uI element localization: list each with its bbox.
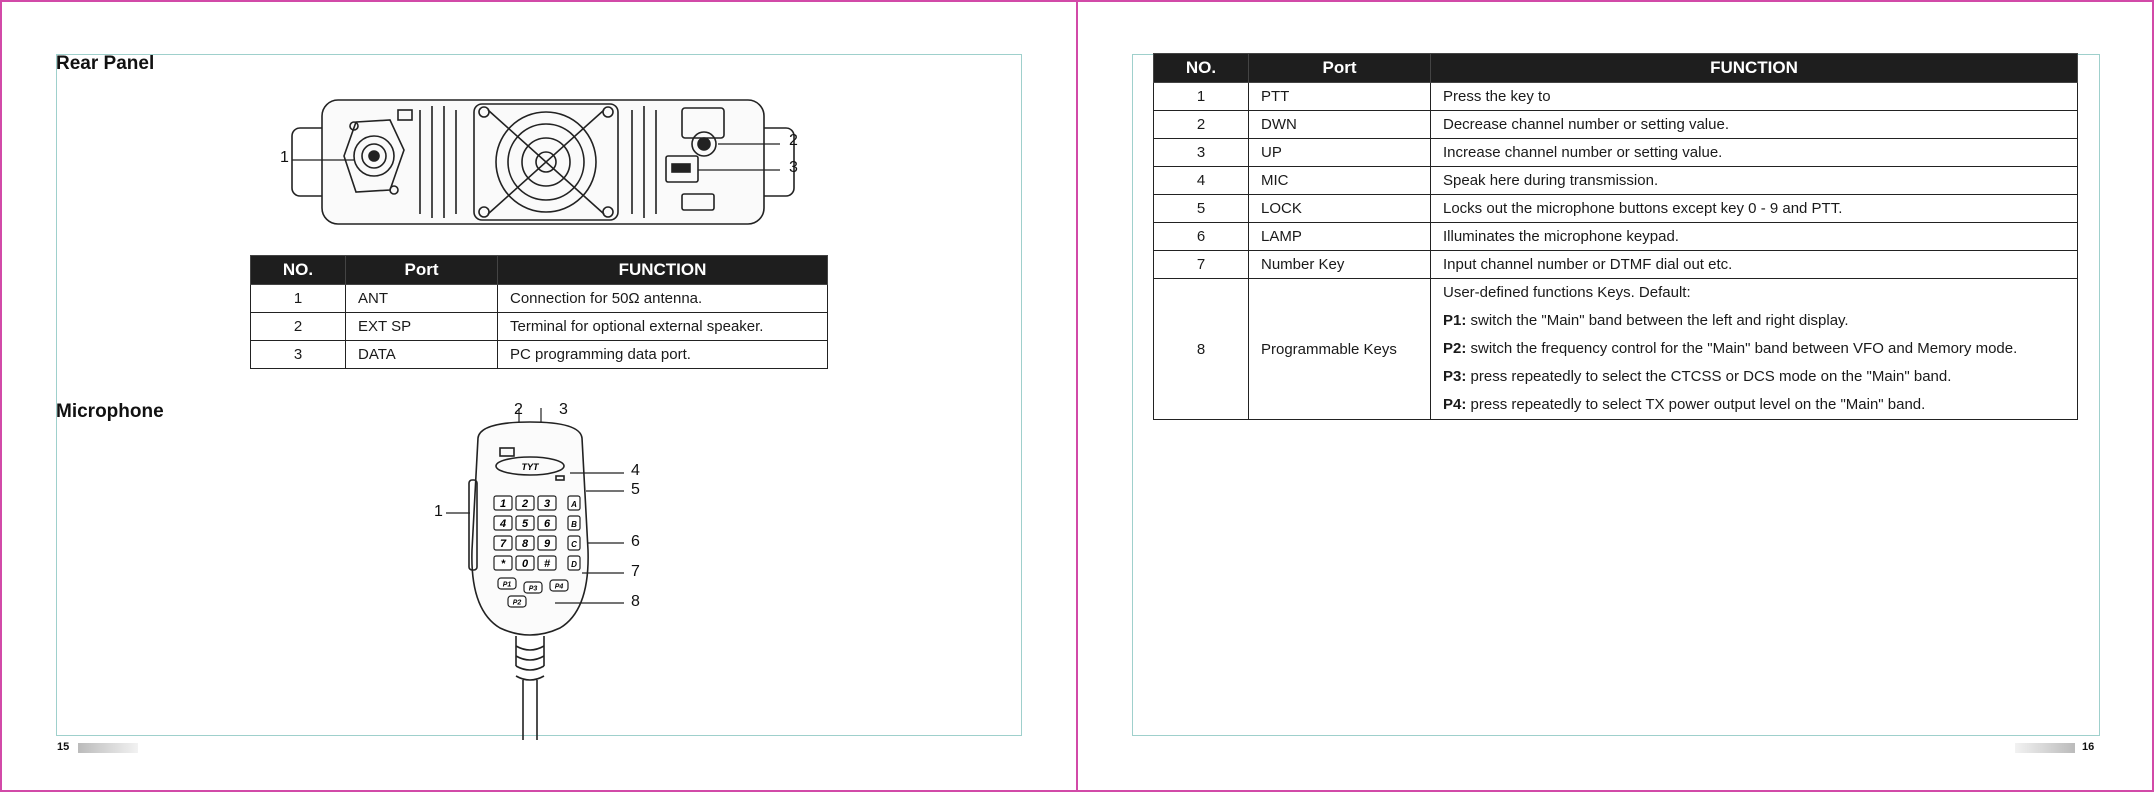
mic-prog-key (498, 578, 516, 589)
svg-text:P1: P1 (502, 581, 512, 589)
mic-key (494, 536, 512, 550)
header-function: FUNCTION (1431, 54, 2078, 83)
cell-function: Increase channel number or setting value. (1431, 139, 2078, 167)
table-row (1154, 223, 2078, 251)
mic-key (516, 536, 534, 550)
svg-text:P3: P3 (528, 585, 538, 593)
microphone-title: Microphone (56, 401, 164, 422)
page-number-bar-left (78, 743, 138, 753)
cell-function: Illuminates the microphone keypad. (1431, 223, 2078, 251)
rear-panel-illustration (270, 92, 820, 232)
mic-callout-6: 6 (631, 533, 640, 550)
svg-text:2: 2 (521, 498, 529, 510)
svg-text:9: 9 (543, 538, 551, 550)
cell-no: 4 (1154, 167, 1249, 195)
cell-port: EXT SP (346, 313, 498, 341)
cell-port: LOCK (1249, 195, 1431, 223)
mic-callout-1: 1 (434, 503, 443, 520)
svg-text:6: 6 (543, 518, 551, 530)
mic-key (516, 516, 534, 530)
svg-text:B: B (571, 520, 577, 529)
mic-prog-key (550, 580, 568, 591)
svg-text:D: D (571, 560, 577, 569)
header-no: NO. (251, 256, 346, 285)
table-row (251, 341, 828, 369)
cell-function: Connection for 50Ω antenna. (498, 285, 828, 313)
svg-text:3: 3 (543, 498, 551, 510)
table-row (1154, 83, 2078, 111)
rear-callout-2: 2 (789, 132, 798, 149)
cell-port: Programmable Keys (1249, 279, 1431, 420)
cell-no: 5 (1154, 195, 1249, 223)
header-port: Port (346, 256, 498, 285)
rear-callout-1: 1 (280, 149, 289, 166)
prog-key-desc: switch the "Main" band between the left and right display. (1466, 312, 1849, 329)
prog-key-desc: press repeatedly to select the CTCSS or DCS mode on the "Main" band. (1466, 368, 1952, 385)
mic-key (538, 556, 556, 570)
rear-panel-table (250, 255, 828, 369)
mic-callout-4: 4 (631, 462, 640, 479)
svg-text:A: A (571, 500, 577, 509)
cell-no: 6 (1154, 223, 1249, 251)
header-function: FUNCTION (498, 256, 828, 285)
svg-text:*: * (500, 558, 506, 570)
mic-callout-7: 7 (631, 563, 640, 580)
mic-callout-2: 2 (514, 401, 523, 418)
prog-key-desc: switch the frequency control for the "Main" band between VFO and Memory mode. (1466, 340, 2018, 357)
mic-key (494, 496, 512, 510)
header-port: Port (1249, 54, 1431, 83)
table-header-row (1154, 54, 2078, 83)
mic-key (494, 516, 512, 530)
svg-text:P2: P2 (512, 599, 522, 607)
mic-prog-key (524, 582, 542, 593)
cell-function: PC programming data port. (498, 341, 828, 369)
programmable-item-p1 (1443, 307, 2077, 335)
cell-port: ANT (346, 285, 498, 313)
cell-function: Terminal for optional external speaker. (498, 313, 828, 341)
svg-text:0: 0 (521, 558, 529, 570)
mic-key (568, 536, 580, 550)
book-spine (1076, 0, 1078, 792)
mic-key (538, 536, 556, 550)
prog-key-label: P2: (1443, 340, 1467, 357)
mic-callout-3: 3 (559, 401, 568, 418)
mic-callout-5: 5 (631, 481, 640, 498)
page-number-left: 15 (57, 741, 70, 753)
mic-key (516, 496, 534, 510)
cell-function: Locks out the microphone buttons except key 0 - 9 and PTT. (1431, 195, 2078, 223)
mic-key (568, 516, 580, 530)
cell-port: PTT (1249, 83, 1431, 111)
mic-brand-logo: TYT (521, 462, 539, 472)
cell-function: Press the key to (1431, 83, 2078, 111)
cell-function: Speak here during transmission. (1431, 167, 2078, 195)
cell-no: 2 (1154, 111, 1249, 139)
prog-key-label: P4: (1443, 396, 1467, 413)
svg-text:#: # (543, 558, 551, 570)
mic-callout-8: 8 (631, 593, 640, 610)
svg-text:5: 5 (521, 518, 529, 530)
cell-no: 3 (251, 341, 346, 369)
programmable-item-p2 (1443, 335, 2077, 363)
rear-callout-3: 3 (789, 159, 798, 176)
svg-text:4: 4 (499, 518, 507, 530)
table-row (1154, 111, 2078, 139)
cell-no: 1 (1154, 83, 1249, 111)
mic-key (538, 496, 556, 510)
svg-text:1: 1 (499, 498, 507, 510)
table-row (1154, 139, 2078, 167)
header-no: NO. (1154, 54, 1249, 83)
prog-key-desc: press repeatedly to select TX power output level on the "Main" band. (1466, 396, 1926, 413)
cell-port: DWN (1249, 111, 1431, 139)
table-row (1154, 251, 2078, 279)
table-header-row (251, 256, 828, 285)
cell-port: MIC (1249, 167, 1431, 195)
svg-text:8: 8 (521, 538, 529, 550)
cell-no: 3 (1154, 139, 1249, 167)
mic-key (568, 556, 580, 570)
cell-no: 1 (251, 285, 346, 313)
page-number-bar-right (2015, 743, 2075, 753)
mic-key (538, 516, 556, 530)
cell-no: 2 (251, 313, 346, 341)
page-number-right: 16 (2082, 741, 2095, 753)
table-row (251, 285, 828, 313)
cell-function: Decrease channel number or setting value. (1431, 111, 2078, 139)
table-row (1154, 167, 2078, 195)
cell-port: DATA (346, 341, 498, 369)
table-row (251, 313, 828, 341)
programmable-item-p3 (1443, 363, 2077, 391)
cell-function-programmable (1431, 279, 2078, 420)
prog-key-label: P1: (1443, 312, 1467, 329)
svg-text:P4: P4 (554, 583, 564, 591)
table-row (1154, 195, 2078, 223)
cell-function: Input channel number or DTMF dial out etc. (1431, 251, 2078, 279)
table-row-programmable (1154, 279, 2078, 420)
rear-panel-title: Rear Panel (56, 53, 155, 74)
svg-text:7: 7 (499, 538, 507, 550)
cell-no: 8 (1154, 279, 1249, 420)
svg-text:C: C (571, 540, 577, 549)
programmable-intro: User-defined functions Keys. Default: (1443, 284, 1691, 301)
mic-key (494, 556, 512, 570)
mic-key (516, 556, 534, 570)
cell-no: 7 (1154, 251, 1249, 279)
microphone-function-table (1153, 53, 2078, 420)
cell-port: LAMP (1249, 223, 1431, 251)
mic-prog-key (508, 596, 526, 607)
cell-port: UP (1249, 139, 1431, 167)
cell-port: Number Key (1249, 251, 1431, 279)
microphone-illustration (420, 400, 660, 740)
prog-key-label: P3: (1443, 368, 1467, 385)
mic-key (568, 496, 580, 510)
programmable-item-p4 (1443, 391, 2077, 419)
